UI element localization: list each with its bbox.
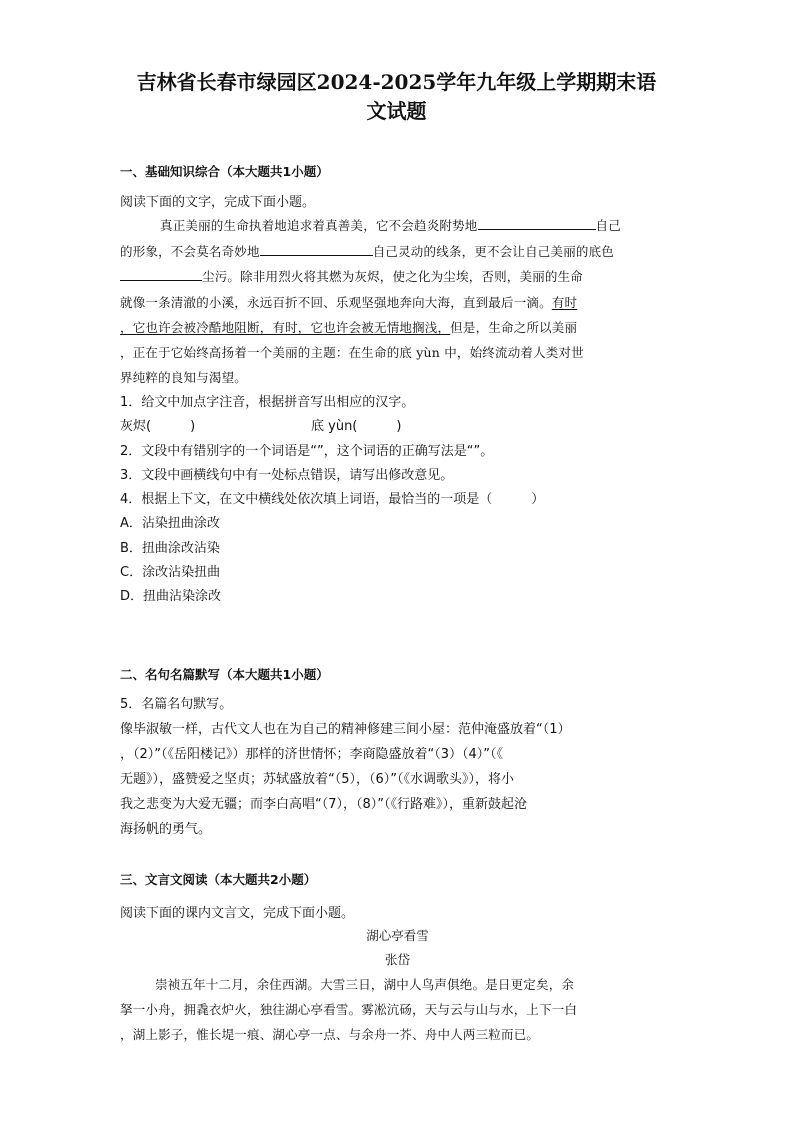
passage-line-7: 界纯粹的良知与渴望。 xyxy=(120,370,248,385)
fill-blank-3 xyxy=(120,268,202,281)
section1-heading: 一、基础知识综合（本大题共1小题） xyxy=(120,164,329,179)
classical-text-line-2: 拏一小舟，拥毳衣炉火，独往湖心亭看雪。雾凇沆砀，天与云与山与水，上下一白 xyxy=(120,1002,578,1017)
question-1-answer-b: 底 yùn( ) xyxy=(311,419,402,434)
section2-heading: 二、名句名篇默写（本大题共1小题） xyxy=(120,667,329,682)
section2-text-line-1: 像毕淑敏一样，古代文人也在为自己的精神修建三间小屋：范仲淹盛放着“（1） xyxy=(120,722,571,737)
question-2: 2．文段中有错别字的一个词语是“”，这个词语的正确写法是“”。 xyxy=(120,444,494,459)
document-title-line2: 文试题 xyxy=(366,99,427,123)
passage-line-1 xyxy=(120,216,675,234)
passage-text: 自己灵动的线条，更不会让自己美丽的底色 xyxy=(372,244,615,259)
section3-intro: 阅读下面的课内文言文，完成下面小题。 xyxy=(120,906,355,921)
passage-line-5 xyxy=(120,318,675,336)
classical-text-line-1: 崇祯五年十二月，余住西湖。大雪三日，湖中人鸟声俱绝。是日更定矣，余 xyxy=(155,977,575,992)
section1-intro: 阅读下面的文字，完成下面小题。 xyxy=(120,195,316,210)
question-4: 4．根据上下文，在文中横线处依次填上词语，最恰当的一项是（ ） xyxy=(120,492,545,507)
passage-text: 尘污。除非用烈火将其燃为灰烬，使之化为尘埃，否则，美丽的生命 xyxy=(202,269,584,284)
option-b: B．扭曲涂改沾染 xyxy=(120,541,220,556)
section2-text-line-2: ，（2）”（《岳阳楼记》）那样的济世情怀；李商隐盛放着“（3）（4）”（《 xyxy=(120,747,504,762)
passage-line-6: ，正在于它始终高扬着一个美丽的主题：在生命的底 yùn 中，始终流动着人类对世 xyxy=(120,345,584,360)
section3-heading: 三、文言文阅读（本大题共2小题） xyxy=(120,872,317,887)
option-a: A．沾染扭曲涂改 xyxy=(120,516,220,531)
classical-text-line-3: ，湖上影子，惟长堤一痕、湖心亭一点、与余舟一芥、舟中人两三粒而已。 xyxy=(120,1027,540,1042)
section2-text-line-4: 我之悲变为大爱无疆；而李白高唱“（7），（8）”（《行路难》），重新鼓起沧 xyxy=(120,797,528,812)
document-title-line1: 吉林省长春市绿园区2024-2025学年九年级上学期期末语 xyxy=(136,70,657,94)
underlined-sentence: 有时 xyxy=(551,295,578,310)
option-c: C．涂改沾染扭曲 xyxy=(120,565,221,580)
question-3: 3．文段中画横线句中有一处标点错误，请写出修改意见。 xyxy=(120,468,454,483)
classical-text-title: 湖心亭看雪 xyxy=(366,928,429,943)
passage-text: 就像一条清澈的小溪，永远百折不回、乐观坚强地奔向大海，直到最后一滴。 xyxy=(120,295,552,310)
passage-text: 自己 xyxy=(595,218,621,233)
section2-text-line-3: 无题》），盛赞爱之坚贞；苏轼盛放着“（5），（6）”（《水调歌头》），将小 xyxy=(120,772,515,787)
question-1: 1．给文中加点字注音，根据拼音写出相应的汉字。 xyxy=(120,395,415,410)
passage-line-4 xyxy=(120,293,675,311)
fill-blank-1 xyxy=(478,217,596,230)
passage-text: 真正美丽的生命执着地追求着真善美，它不会趋炎附势地 xyxy=(160,218,478,233)
classical-text-author: 张岱 xyxy=(384,952,410,967)
question-5: 5．名篇名句默写。 xyxy=(120,697,233,712)
fill-blank-2 xyxy=(260,243,373,256)
passage-text: 的形象，不会莫名奇妙地 xyxy=(120,244,260,259)
passage-line-2 xyxy=(120,242,675,260)
section2-text-line-5: 海扬帆的勇气。 xyxy=(120,822,212,837)
passage-text: 但是，生命之所以美丽 xyxy=(450,320,578,335)
option-d: D．扭曲沾染涂改 xyxy=(120,589,222,604)
underlined-sentence: ，它也许会被冷酷地阻断，有时，它也许会被无情地搁浅， xyxy=(120,320,451,335)
question-1-answer-a: 灰烬( ) xyxy=(120,419,196,434)
passage-line-3 xyxy=(120,267,675,285)
